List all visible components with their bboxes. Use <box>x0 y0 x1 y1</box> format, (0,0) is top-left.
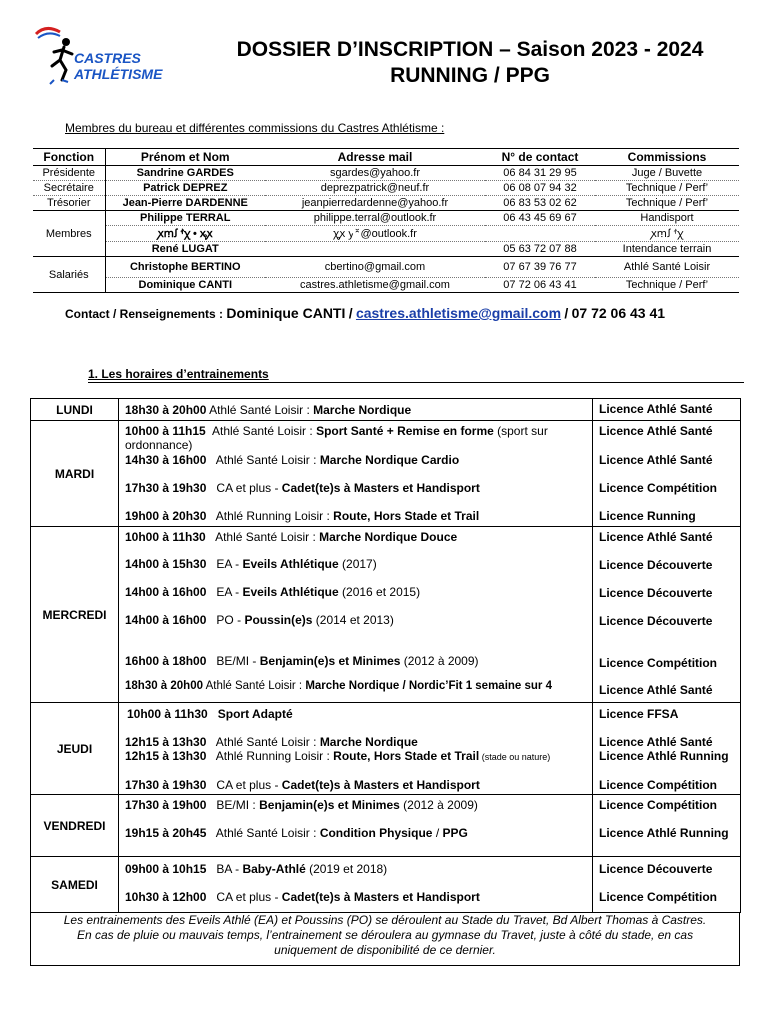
commission-cell: Athlé Santé Loisir <box>595 257 739 278</box>
name-cell: Dominique CANTI <box>105 278 265 293</box>
sessions-cell <box>119 857 593 913</box>
sessions-cell <box>119 399 593 421</box>
table-row <box>33 257 739 278</box>
sessions-cell <box>119 421 593 527</box>
footer-line: En cas de pluie ou mauvais temps, l’entrainement se déroulera au gymnase du Travet, juste à côté du stade, en cas <box>76 928 694 942</box>
session-type: EA - <box>216 557 243 571</box>
session-time: 10h00 à 11h30 <box>125 530 206 544</box>
commission-cell: Technique / Perf’ <box>595 181 739 196</box>
session-time: 09h00 à 10h15 <box>125 862 207 876</box>
header-nom: Prénom et Nom <box>105 149 265 166</box>
licence-label: Licence Découverte <box>599 614 713 628</box>
day-row-lundi <box>31 399 741 421</box>
licence-label: Licence Athlé Santé <box>599 402 713 416</box>
session-type: BE/MI : <box>216 798 260 812</box>
day-row-vendredi <box>31 795 741 857</box>
bureau-intro: Membres du bureau et différentes commissions du Castres Athlétisme : <box>65 121 445 135</box>
phone-cell: 06 83 53 02 62 <box>485 196 595 211</box>
sessions-cell <box>119 527 593 703</box>
day-label: MERCREDI <box>31 527 119 703</box>
session-activity: Route, Hors Stade et Trail <box>333 749 480 763</box>
day-row-mardi <box>31 421 741 527</box>
section-divider <box>88 382 744 383</box>
licences-cell <box>593 703 741 795</box>
session-time: 19h00 à 20h30 <box>125 509 207 523</box>
day-row-mercredi <box>31 527 741 703</box>
licence-label: Licence Compétition <box>599 778 718 792</box>
session-type: Athlé Santé Loisir : <box>215 735 320 749</box>
session-line <box>125 453 459 467</box>
day-label: SAMEDI <box>31 857 119 913</box>
session-activity: Sport Adapté <box>217 707 293 721</box>
session-time: 12h15 à 13h30 <box>125 735 207 749</box>
mail-cell[interactable]: sgardes@yahoo.fr <box>265 166 485 181</box>
licences-cell <box>593 795 741 857</box>
licence-label: Licence Athlé Santé <box>599 735 713 749</box>
licence-label: Licence Découverte <box>599 862 713 876</box>
session-time: 12h15 à 13h30 <box>125 749 207 763</box>
licence-label: Licence Athlé Santé <box>599 683 713 697</box>
session-line <box>125 654 479 668</box>
commission-cell: ꭗꭑꭍ ꭝꭓ <box>595 226 739 242</box>
mail-cell[interactable]: philippe.terral@outlook.fr <box>265 211 485 226</box>
licence-label: Licence Compétition <box>599 656 718 670</box>
phone-cell: 06 43 45 69 67 <box>485 211 595 226</box>
phone-cell <box>485 226 595 242</box>
session-activity: Condition Physique <box>319 826 433 840</box>
session-time: 16h00 à 18h00 <box>125 654 207 668</box>
bureau-table <box>33 148 739 293</box>
session-type: BE/MI - <box>216 654 260 668</box>
name-cell: ꭗꭑꭍ ꭝꭓ • ꭖꭙ <box>105 226 265 242</box>
session-time: 14h30 à 16h00 <box>125 453 207 467</box>
licence-label: Licence Athlé Santé <box>599 530 713 544</box>
name-cell: René LUGAT <box>105 242 265 257</box>
contact-name: Dominique CANTI <box>226 305 346 321</box>
session-line <box>125 481 480 495</box>
table-row <box>33 242 739 257</box>
session-activity: Cadet(te)s à Masters et Handisport <box>281 778 480 792</box>
name-cell: Sandrine GARDES <box>105 166 265 181</box>
session-time: 14h00 à 16h00 <box>125 613 207 627</box>
mail-cell[interactable]: jeanpierredardenne@yahoo.fr <box>265 196 485 211</box>
session-time: 14h00 à 15h30 <box>125 557 207 571</box>
session-time: 18h30 à 20h00 <box>125 403 207 417</box>
session-line <box>125 557 377 571</box>
mail-cell[interactable]: castres.athletisme@gmail.com <box>265 278 485 293</box>
session-note: (2016 et 2015) <box>338 585 421 599</box>
session-type: Athlé Santé Loisir : <box>209 403 314 417</box>
header-phone: N° de contact <box>485 149 595 166</box>
session-note: / <box>432 826 443 840</box>
session-type: EA - <box>216 585 243 599</box>
session-activity: Route, Hors Stade et Trail <box>333 509 480 523</box>
session-time <box>125 424 206 438</box>
footer-note <box>30 912 740 966</box>
licence-label: Licence Athlé Santé <box>599 453 713 467</box>
name-cell: Philippe TERRAL <box>105 211 265 226</box>
session-time: 18h30 à 20h00 <box>125 680 204 692</box>
role-cell: Trésorier <box>33 196 105 211</box>
commission-cell: Handisport <box>595 211 739 226</box>
footer-line: Les entrainements des Eveils Athlé (EA) et Poussins (PO) se déroulent au Stade du Travet, Bd Albert Thomas à Castres. <box>63 913 707 927</box>
licence-label: Licence Athlé Santé <box>599 424 713 438</box>
session-note: (stade ou nature) <box>479 752 551 762</box>
session-type: Athlé Running Loisir : <box>215 509 334 523</box>
session-type: CA et plus - <box>216 481 282 495</box>
logo-line2: ATHLÉTISME <box>74 66 163 82</box>
session-note: (2017) <box>338 557 377 571</box>
session-type: Athlé Santé Loisir : <box>215 453 320 467</box>
session-time: 17h30 à 19h00 <box>125 798 207 812</box>
session-type: Athlé Santé Loisir : <box>205 680 306 692</box>
session-activity: Marche Nordique Douce <box>319 530 458 544</box>
licence-label: Licence FFSA <box>599 707 679 721</box>
session-note: (2012 à 2009) <box>400 654 479 668</box>
licence-label: Licence Compétition <box>599 481 718 495</box>
session-line <box>125 826 468 840</box>
sessions-cell <box>119 703 593 795</box>
mail-cell[interactable] <box>265 242 485 257</box>
name-cell: Christophe BERTINO <box>105 257 265 278</box>
session-note: (sport sur <box>493 424 548 438</box>
commission-cell: Juge / Buvette <box>595 166 739 181</box>
session-activity: Eveils Athlétique <box>242 585 339 599</box>
session-activity: Marche Nordique / Nordic’Fit 1 semaine sur 4 <box>305 680 552 692</box>
session-line <box>125 749 550 763</box>
page-subtitle: RUNNING / PPG <box>390 64 550 87</box>
mail-cell[interactable]: ꭔꭗ ꭚ꭛@outlook.fr <box>265 226 485 242</box>
role-cell: Secrétaire <box>33 181 105 196</box>
section-heading: 1. Les horaires d’entrainements <box>88 367 269 381</box>
session-time-text: 10h00 à 11h15 <box>125 424 206 438</box>
licence-label: Licence Athlé Running <box>599 749 729 763</box>
phone-cell: 05 63 72 07 88 <box>485 242 595 257</box>
club-logo <box>32 22 182 92</box>
session-activity: Cadet(te)s à Masters et Handisport <box>281 481 480 495</box>
header-fonction: Fonction <box>33 149 105 166</box>
name-cell: Patrick DEPREZ <box>105 181 265 196</box>
day-label: MARDI <box>31 421 119 527</box>
session-line <box>125 778 480 792</box>
header-commissions: Commissions <box>595 149 739 166</box>
session-time: 19h15 à 20h45 <box>125 826 207 840</box>
name-cell: Jean-Pierre DARDENNE <box>105 196 265 211</box>
licence-label: Licence Running <box>599 509 696 523</box>
session-type: CA et plus - <box>216 890 282 904</box>
footer-line: uniquement de disponibilité de ce dernier. <box>274 943 496 957</box>
commission-cell: Intendance terrain <box>595 242 739 257</box>
session-activity: Eveils Athlétique <box>242 557 339 571</box>
session-type: CA et plus - <box>216 778 282 792</box>
bureau-header-row <box>33 149 739 166</box>
session-activity: Baby-Athlé <box>242 862 306 876</box>
mail-cell[interactable]: deprezpatrick@neuf.fr <box>265 181 485 196</box>
session-activity: Marche Nordique <box>319 735 418 749</box>
session-line <box>125 890 480 904</box>
phone-cell: 07 72 06 43 41 <box>485 278 595 293</box>
session-line <box>125 862 387 876</box>
logo-line1: CASTRES <box>74 50 141 66</box>
session-time: 17h30 à 19h30 <box>125 481 207 495</box>
day-label: VENDREDI <box>31 795 119 857</box>
page-title: DOSSIER D’INSCRIPTION – Saison 2023 - 2024 <box>236 38 704 61</box>
session-time: 14h00 à 16h00 <box>125 585 207 599</box>
session-activity: PPG <box>442 826 468 840</box>
mail-cell[interactable]: cbertino@gmail.com <box>265 257 485 278</box>
session-activity: Benjamin(e)s et Minimes <box>259 654 401 668</box>
contact-sep: / <box>348 305 353 321</box>
table-row <box>33 211 739 226</box>
session-type: Athlé Santé Loisir : <box>215 530 320 544</box>
session-time: 10h00 à 11h30 <box>127 707 208 721</box>
session-type: BA - <box>216 862 243 876</box>
session-line <box>125 530 457 544</box>
day-label: LUNDI <box>31 399 119 421</box>
contact-label: Contact / Renseignements : <box>65 307 224 321</box>
session-activity: Marche Nordique Cardio <box>319 453 460 467</box>
licence-label: Licence Compétition <box>599 798 718 812</box>
session-line <box>125 735 418 749</box>
session-activity: Poussin(e)s <box>244 613 313 627</box>
licence-label: Licence Découverte <box>599 586 713 600</box>
session-type: Athlé Santé Loisir : <box>215 826 320 840</box>
session-time: 17h30 à 19h30 <box>125 778 207 792</box>
session-line <box>125 798 478 812</box>
role-cell: Salariés <box>33 257 105 293</box>
sessions-cell <box>119 795 593 857</box>
session-time: 10h30 à 12h00 <box>125 890 207 904</box>
session-line <box>125 403 411 417</box>
table-row <box>33 226 739 242</box>
role-cell: Présidente <box>33 166 105 181</box>
phone-cell: 06 08 07 94 32 <box>485 181 595 196</box>
commission-cell: Technique / Perf’ <box>595 196 739 211</box>
contact-line <box>65 305 665 321</box>
contact-sep: / <box>564 305 569 321</box>
session-line <box>212 424 548 438</box>
session-line <box>127 707 293 721</box>
session-activity: Benjamin(e)s et Minimes <box>259 798 400 812</box>
session-activity: Sport Santé + Remise en forme <box>316 424 494 438</box>
session-note: (2014 et 2013) <box>312 613 394 627</box>
day-row-jeudi <box>31 703 741 795</box>
licences-cell <box>593 857 741 913</box>
table-row <box>33 181 739 196</box>
session-activity: Cadet(te)s à Masters et Handisport <box>281 890 480 904</box>
role-cell: Membres <box>33 211 105 257</box>
session-note: (2019 et 2018) <box>305 862 388 876</box>
phone-cell: 07 67 39 76 77 <box>485 257 595 278</box>
session-line <box>125 613 394 627</box>
table-row <box>33 166 739 181</box>
session-type: Athlé Santé Loisir : <box>212 424 317 438</box>
licence-label: Licence Compétition <box>599 890 718 904</box>
phone-cell: 06 84 31 29 95 <box>485 166 595 181</box>
day-label: JEUDI <box>31 703 119 795</box>
session-activity: Marche Nordique <box>313 403 412 417</box>
commission-cell: Technique / Perf’ <box>595 278 739 293</box>
licence-label: Licence Athlé Running <box>599 826 729 840</box>
session-line <box>125 680 552 692</box>
session-line <box>125 509 479 523</box>
licences-cell <box>593 527 741 703</box>
session-line <box>125 585 420 599</box>
contact-email-link[interactable]: castres.athletisme@gmail.com <box>355 305 562 321</box>
day-row-samedi <box>31 857 741 913</box>
session-note: (2012 à 2009) <box>399 798 478 812</box>
table-row <box>33 278 739 293</box>
header-mail: Adresse mail <box>265 149 485 166</box>
session-note: ordonnance) <box>125 438 193 452</box>
schedule-table <box>30 398 741 913</box>
session-type: Athlé Running Loisir : <box>215 749 334 763</box>
session-type: PO - <box>216 613 245 627</box>
contact-phone: 07 72 06 43 41 <box>571 305 666 321</box>
licences-cell <box>593 399 741 421</box>
table-row <box>33 196 739 211</box>
licence-label: Licence Découverte <box>599 558 713 572</box>
licences-cell <box>593 421 741 527</box>
